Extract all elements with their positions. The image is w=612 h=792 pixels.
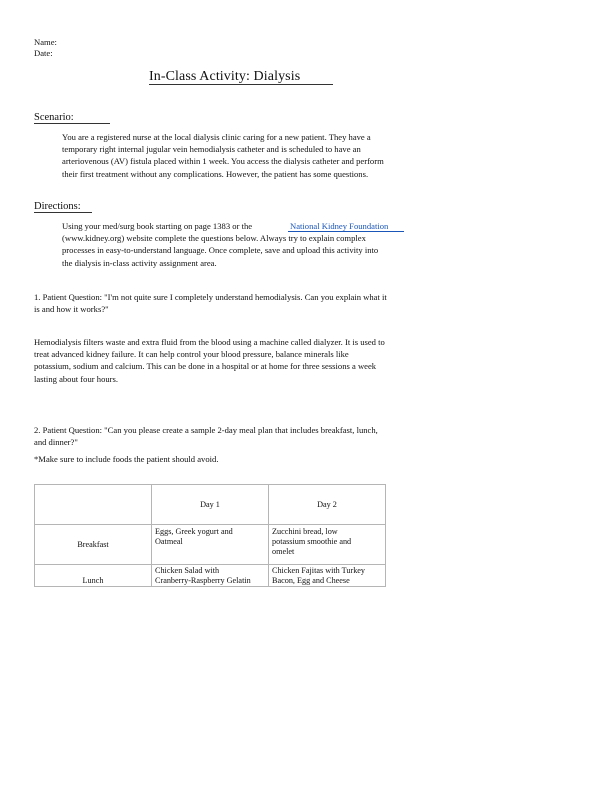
breakfast-day1-cell[interactable] xyxy=(152,525,269,565)
link-underline xyxy=(288,231,404,232)
lunch-day1-cell[interactable] xyxy=(152,565,269,587)
scenario-underline xyxy=(34,123,110,124)
directions-underline xyxy=(34,212,92,213)
scenario-line: temporary right internal jugular vein hemodialysis catheter and is scheduled to have an xyxy=(62,144,361,155)
cell-line: Bacon, Egg and Cheese xyxy=(272,576,350,585)
cell-line: Eggs, Greek yogurt and xyxy=(155,527,233,536)
answer-1[interactable] xyxy=(34,336,385,385)
national-kidney-foundation-link[interactable]: National Kidney Foundation xyxy=(290,221,389,231)
answer-1-line: treat advanced kidney failure. It can help control your blood pressure, balance minerals like xyxy=(34,349,349,360)
question-2-line: and dinner?" xyxy=(34,437,78,448)
directions-heading: Directions: xyxy=(34,201,81,212)
directions-line: processes in easy-to-understand language. Once complete, save and upload this activity into xyxy=(62,245,379,256)
cell-line: Chicken Fajitas with Turkey xyxy=(272,566,366,575)
question-1 xyxy=(34,291,387,315)
table-header-day1[interactable]: Day 1 xyxy=(152,485,269,525)
question-1-line: is and how it works?" xyxy=(34,304,109,315)
question-2 xyxy=(34,424,378,448)
meal-label-lunch[interactable]: Lunch xyxy=(35,565,152,587)
breakfast-day2-cell[interactable] xyxy=(269,525,386,565)
cell-line: omelet xyxy=(272,547,295,556)
question-1-line: 1. Patient Question: "I'm not quite sure I completely understand hemodialysis. Can you explain what it xyxy=(34,292,387,302)
question-2-line: 2. Patient Question: "Can you please create a sample 2-day meal plan that includes breakfast, lunch, xyxy=(34,425,378,435)
scenario-line: their first treatment without any complications. However, the patient has some questions. xyxy=(62,168,369,179)
question-2-note: *Make sure to include foods the patient should avoid. xyxy=(34,454,219,464)
cell-line: potassium smoothie and xyxy=(272,537,352,546)
scenario-line: arteriovenous (AV) fistula placed within 1 week. You access the dialysis catheter and perform xyxy=(62,156,384,167)
answer-1-line: lasting about four hours. xyxy=(34,373,119,384)
answer-1-line: Hemodialysis filters waste and extra fluid from the blood using a machine called dialyzer. It is used to xyxy=(34,337,385,347)
cell-line: Zucchini bread, low xyxy=(272,527,338,536)
directions-line: the dialysis in-class activity assignment area. xyxy=(62,257,217,268)
directions-line: (www.kidney.org) website complete the questions below. Always try to explain complex xyxy=(62,233,366,244)
cell-line: Cranberry-Raspberry Gelatin xyxy=(155,576,251,585)
answer-1-line: potassium, sodium and calcium. This can be done in a hospital or at home for three sessions a week xyxy=(34,361,377,372)
table-row xyxy=(35,565,386,587)
scenario-heading: Scenario: xyxy=(34,112,74,123)
meal-label-breakfast[interactable]: Breakfast xyxy=(35,525,152,565)
table-header-cell[interactable] xyxy=(35,485,152,525)
scenario-line: You are a registered nurse at the local dialysis clinic caring for a new patient. They have a xyxy=(62,132,371,142)
page-title: In-Class Activity: Dialysis xyxy=(149,69,301,84)
table-header-row xyxy=(35,485,386,525)
table-row xyxy=(35,525,386,565)
lunch-day2-cell[interactable] xyxy=(269,565,386,587)
name-label: Name: xyxy=(34,37,57,47)
cell-line: Chicken Salad with xyxy=(155,566,220,575)
table-header-day2[interactable]: Day 2 xyxy=(269,485,386,525)
date-label: Date: xyxy=(34,48,53,58)
title-underline xyxy=(149,84,333,85)
directions-line-pre: Using your med/surg book starting on page 1383 or the xyxy=(62,221,253,231)
scenario-text xyxy=(62,131,384,180)
meal-plan-table xyxy=(34,484,386,587)
cell-line: Oatmeal xyxy=(155,537,183,546)
